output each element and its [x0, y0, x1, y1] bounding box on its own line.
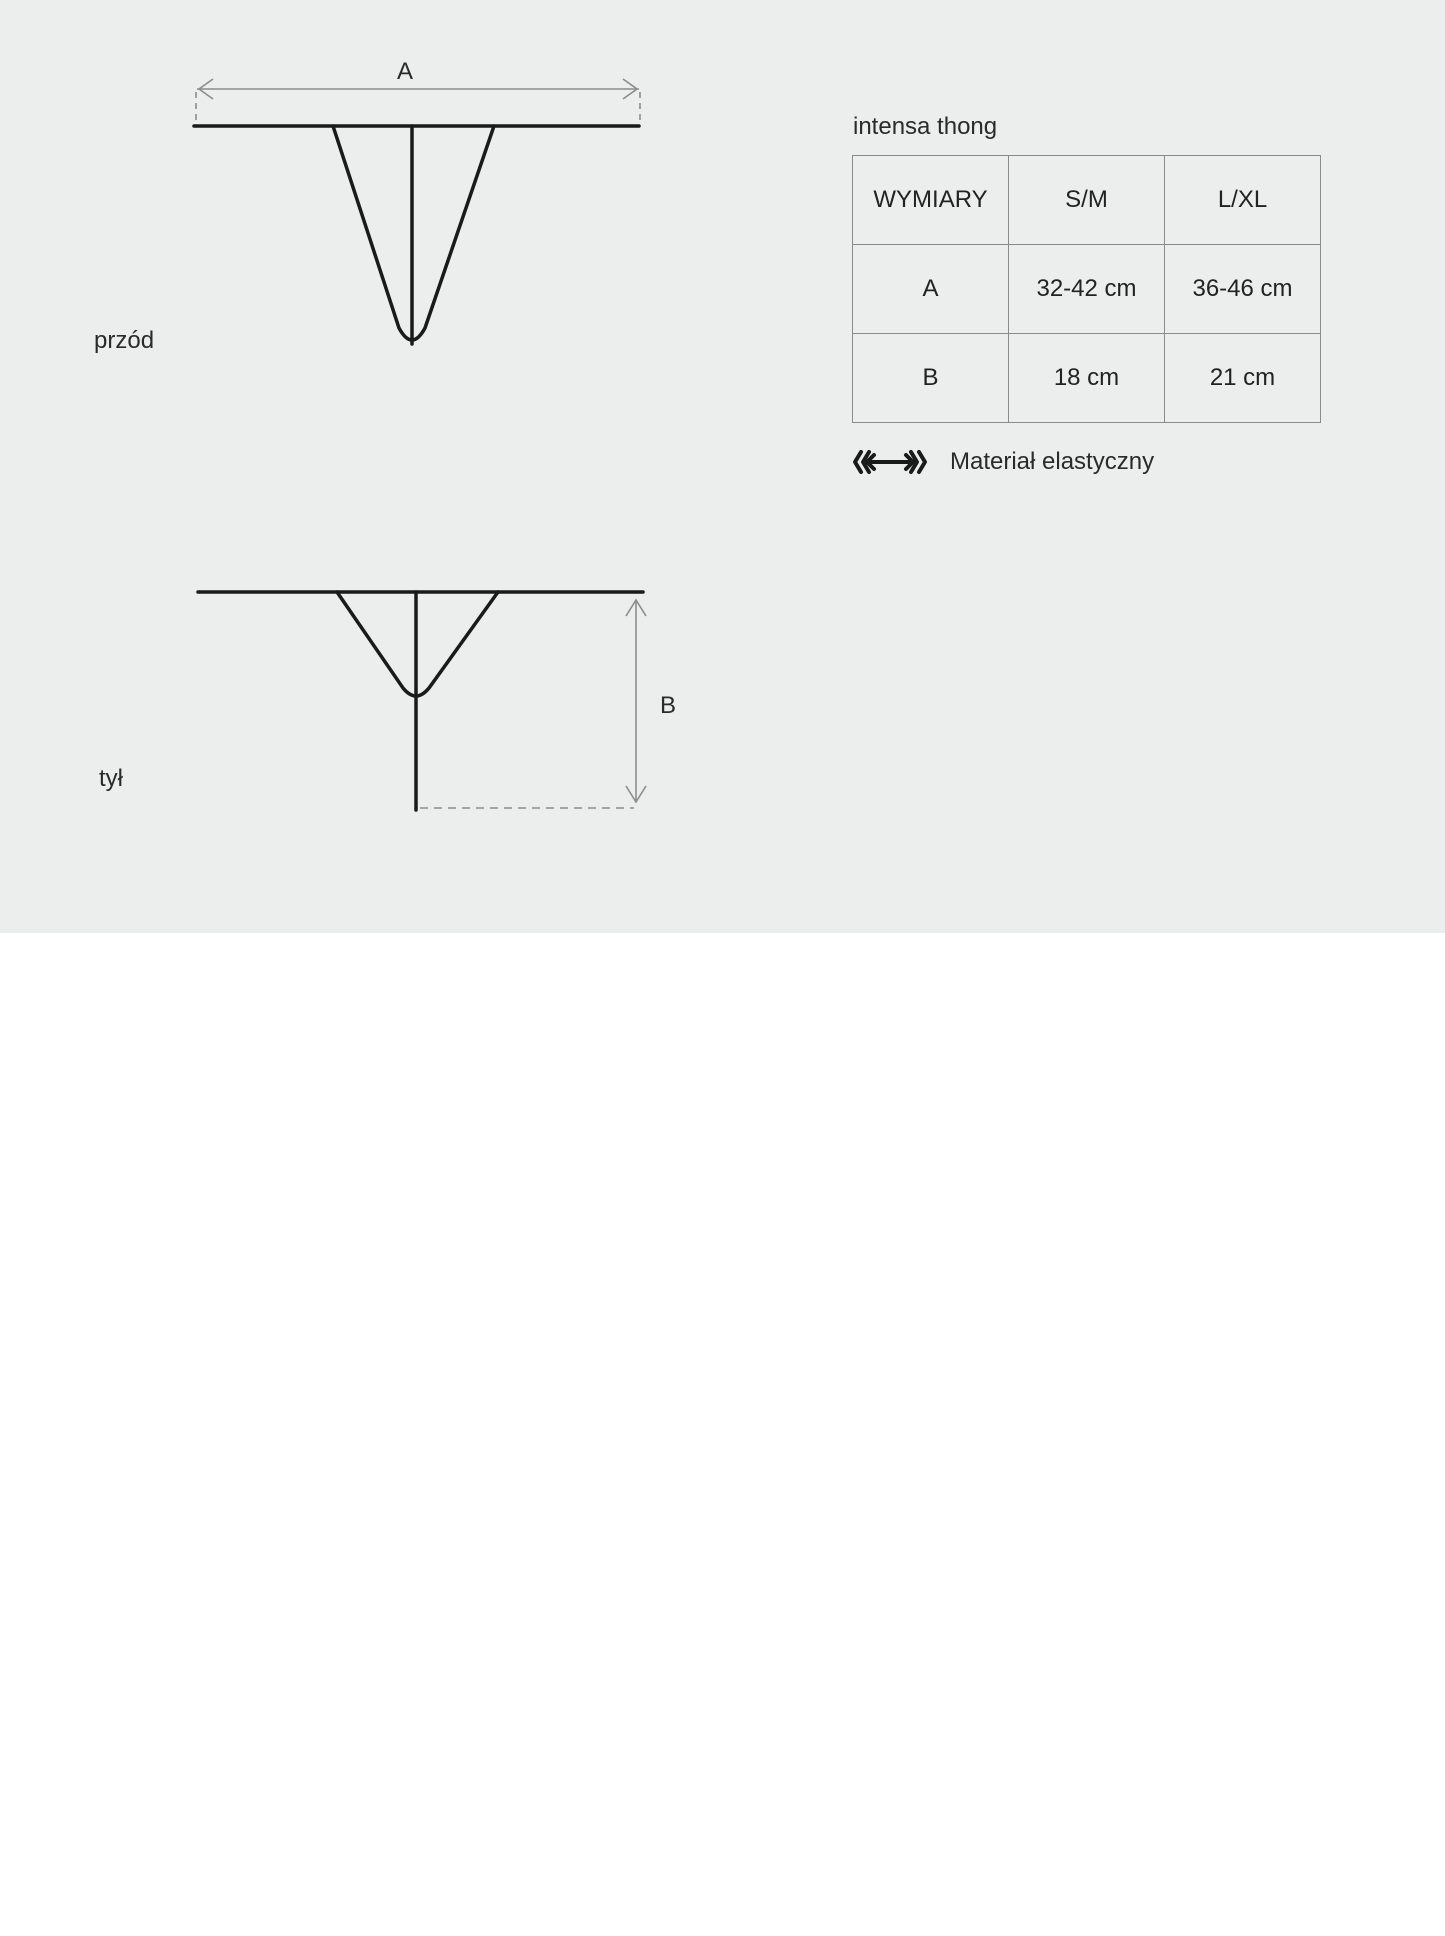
size-chart-panel	[0, 0, 1445, 933]
table-row	[853, 245, 1321, 334]
table-cell: 36-46 cm	[1165, 245, 1321, 334]
table-cell: 21 cm	[1165, 334, 1321, 423]
table-header-cell: L/XL	[1165, 156, 1321, 245]
size-table	[852, 155, 1321, 423]
dimension-b	[420, 600, 646, 808]
product-title: intensa thong	[853, 113, 998, 140]
table-header-row	[853, 156, 1321, 245]
back-view-outline	[198, 592, 643, 810]
table-header-cell: WYMIARY	[853, 156, 1009, 245]
table-header-cell: S/M	[1009, 156, 1165, 245]
dimension-a-label: A	[397, 58, 414, 85]
table-cell: 18 cm	[1009, 334, 1165, 423]
legend	[852, 448, 1154, 476]
front-view-outline	[194, 126, 639, 344]
dimension-a	[196, 79, 640, 124]
legend-text: Materiał elastyczny	[950, 448, 1155, 475]
table-cell: B	[853, 334, 1009, 423]
front-view-label: przód	[94, 327, 155, 354]
back-view-label: tył	[99, 765, 123, 792]
table-row	[853, 334, 1321, 423]
stretch-arrows-icon	[852, 448, 928, 476]
table-cell: 32-42 cm	[1009, 245, 1165, 334]
table-cell: A	[853, 245, 1009, 334]
dimension-b-label: B	[660, 692, 677, 719]
garment-drawing	[0, 0, 1445, 933]
